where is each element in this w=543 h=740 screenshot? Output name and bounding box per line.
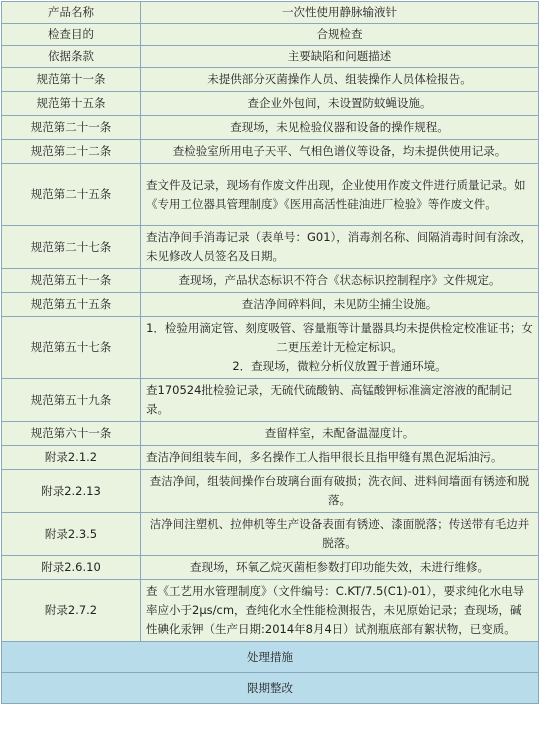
- header-value: 一次性使用静脉输液针: [141, 2, 539, 24]
- header-row-purpose: [2, 24, 539, 46]
- finding-row: [2, 317, 539, 379]
- clause-cell: 规范第二十七条: [2, 226, 141, 269]
- clause-cell: 规范第五十七条: [2, 317, 141, 379]
- clause-cell: 附录2.1.2: [2, 446, 141, 470]
- header-row-product: [2, 2, 539, 24]
- finding-description: 查现场，环氧乙烷灭菌柜参数打印功能失效，未进行维修。: [141, 556, 539, 580]
- clause-cell: 规范第二十二条: [2, 140, 141, 164]
- finding-row: [2, 140, 539, 164]
- clause-cell: 规范第二十一条: [2, 116, 141, 140]
- finding-row: [2, 379, 539, 422]
- finding-row: [2, 470, 539, 513]
- finding-row: [2, 269, 539, 293]
- finding-description: 查洁净间手消毒记录（表单号：G01），消毒剂名称、间隔消毒时间有涂改，未见修改人员签名及日期。: [141, 226, 539, 269]
- clause-cell: 附录2.6.10: [2, 556, 141, 580]
- finding-row: [2, 422, 539, 446]
- finding-row: [2, 293, 539, 317]
- finding-description: 查检验室所用电子天平、气相色谱仪等设备，均未提供使用记录。: [141, 140, 539, 164]
- finding-row: [2, 556, 539, 580]
- finding-description: 查洁净间碎料间，未见防尘捕尘设施。: [141, 293, 539, 317]
- finding-row: [2, 446, 539, 470]
- header-row-basis: [2, 46, 539, 68]
- header-label: 产品名称: [2, 2, 141, 24]
- clause-cell: 规范第五十五条: [2, 293, 141, 317]
- finding-description: 查文件及记录，现场有作废文件出现，企业使用作废文件进行质量记录。如《专用工位器具管理制度》《医用高活性硅油进厂检验》等作废文件。: [141, 164, 539, 226]
- finding-row: [2, 116, 539, 140]
- finding-row: [2, 68, 539, 92]
- finding-description: 洁净间注塑机、拉伸机等生产设备表面有锈迹、漆面脱落；传送带有毛边并脱落。: [141, 513, 539, 556]
- header-value: 主要缺陷和问题描述: [141, 46, 539, 68]
- finding-row: [2, 92, 539, 116]
- header-value: 合规检查: [141, 24, 539, 46]
- footer-label: 限期整改: [2, 673, 539, 704]
- clause-cell: 规范第五十九条: [2, 379, 141, 422]
- finding-description: 查现场，产品状态标识不符合《状态标识控制程序》文件规定。: [141, 269, 539, 293]
- clause-cell: 规范第二十五条: [2, 164, 141, 226]
- clause-cell: 规范第十一条: [2, 68, 141, 92]
- finding-description: 查《工艺用水管理制度》（文件编号：C.KT/7.5(C1)-01），要求纯化水电导率应小于2μs/cm，查纯化水全性能检测报告，未见原始记录；查现场，碱性碘化汞钾（生产日期:2014年8月4日）试剂瓶底部有絮状物，已变质。: [141, 580, 539, 642]
- finding-description: 查洁净间组装车间，多名操作工人指甲很长且指甲缝有黑色泥垢油污。: [141, 446, 539, 470]
- finding-description: 1．检验用滴定管、刻度吸管、容量瓶等计量器具均未提供检定校准证书；女二更压差计无检定标识。 2．查现场，微粒分析仪放置于普通环境。: [141, 317, 539, 379]
- header-label: 检查目的: [2, 24, 141, 46]
- clause-cell: 附录2.3.5: [2, 513, 141, 556]
- finding-description: 未提供部分灭菌操作人员、组装操作人员体检报告。: [141, 68, 539, 92]
- clause-cell: 规范第十五条: [2, 92, 141, 116]
- inspection-table: [1, 1, 539, 704]
- finding-row: [2, 513, 539, 556]
- header-label: 依据条款: [2, 46, 141, 68]
- clause-cell: 规范第六十一条: [2, 422, 141, 446]
- footer-row-rectify: [2, 673, 539, 704]
- footer-label: 处理措施: [2, 642, 539, 673]
- finding-description: 查洁净间，组装间操作台玻璃台面有破损；洗衣间、进料间墙面有锈迹和脱落。: [141, 470, 539, 513]
- clause-cell: 附录2.7.2: [2, 580, 141, 642]
- finding-row: [2, 580, 539, 642]
- footer-row-measures: [2, 642, 539, 673]
- clause-cell: 附录2.2.13: [2, 470, 141, 513]
- finding-description: 查企业外包间，未设置防蚊蝇设施。: [141, 92, 539, 116]
- finding-description: 查170524批检验记录，无硫代硫酸钠、高锰酸钾标准滴定溶液的配制记录。: [141, 379, 539, 422]
- finding-row: [2, 226, 539, 269]
- finding-description: 查留样室，未配备温湿度计。: [141, 422, 539, 446]
- clause-cell: 规范第五十一条: [2, 269, 141, 293]
- finding-description: 查现场，未见检验仪器和设备的操作规程。: [141, 116, 539, 140]
- finding-row: [2, 164, 539, 226]
